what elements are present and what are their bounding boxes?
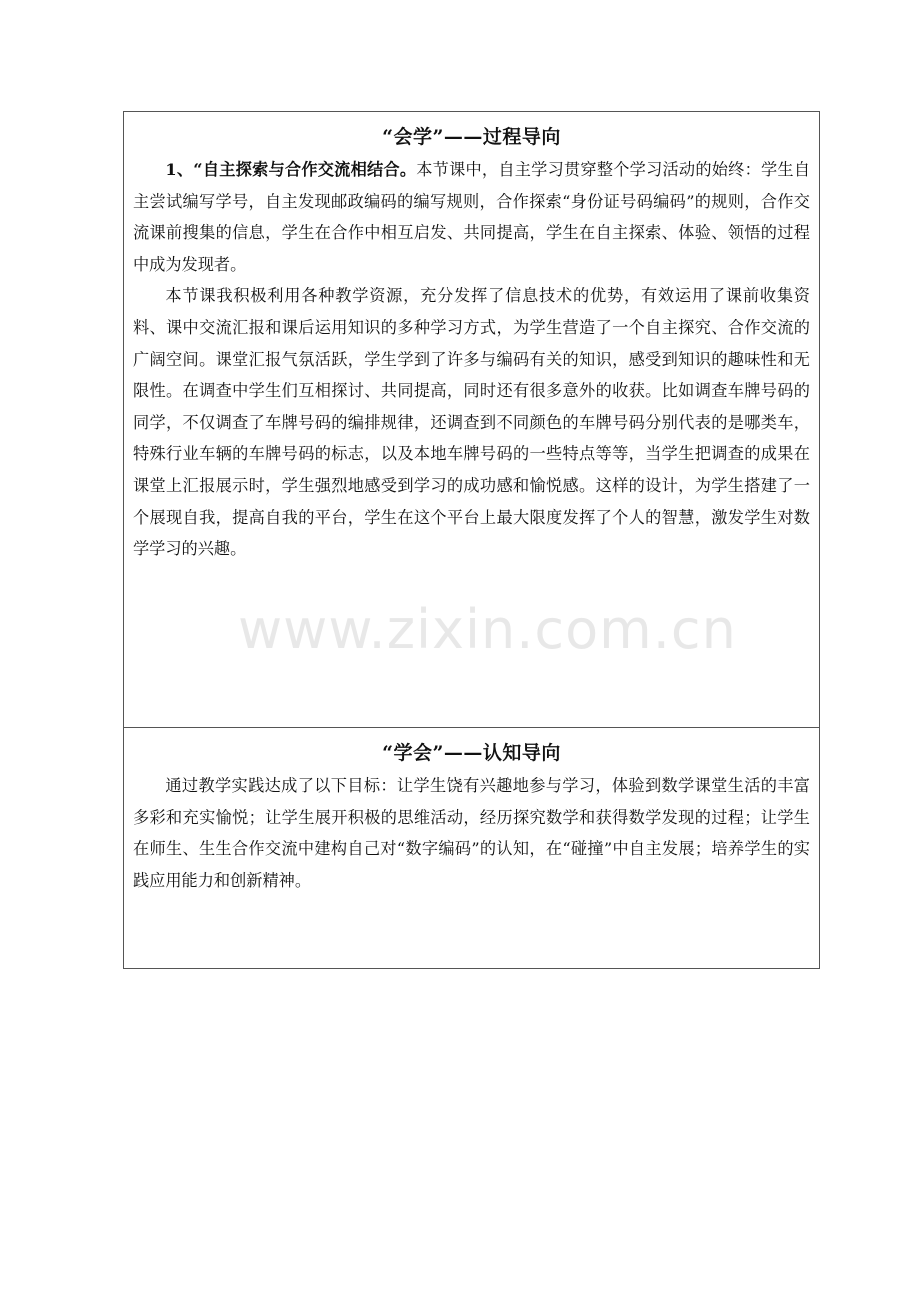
section-cognition-oriented — [124, 728, 819, 968]
paragraph-text: 通过教学实践达成了以下目标：让学生饶有兴趣地参与学习，体验到数学课堂生活的丰富多彩和充实愉悦；让学生展开积极的思维活动，经历探究数学和获得数学发现的过程；让学生在师生、生生合作交流中建构自己对“数字编码”的认知，在“碰撞”中自主发展；培养学生的实践应用能力和创新精神。 — [133, 776, 810, 890]
section-title: “学会”——认知导向 — [382, 742, 561, 764]
reflection-table — [123, 111, 820, 969]
paragraph-lead: 1、“自主探索与合作交流相结合。 — [165, 160, 417, 179]
section-title: “会学”——过程导向 — [382, 126, 561, 148]
paragraph-text: 本节课我积极利用各种教学资源，充分发挥了信息技术的优势，有效运用了课前收集资料、课中交流汇报和课后运用知识的多种学习方式，为学生营造了一个自主探究、合作交流的广阔空间。课堂汇报气氛活跃，学生学到了许多与编码有关的知识，感受到知识的趣味性和无限性。在调查中学生们互相探讨、共同提高，同时还有很多意外的收获。比如调查车牌号码的同学，不仅调查了车牌号码的编排规律，还调查到不同颜色的车牌号码分别代表的是哪类车，特殊行业车辆的车牌号码的标志，以及本地车牌号码的一些特点等等，当学生把调查的成果在课堂上汇报展示时，学生强烈地感受到学习的成功感和愉悦感。这样的设计，为学生搭建了一个展现自我，提高自我的平台，学生在这个平台上最大限度发挥了个人的智慧，激发学生对数学学习的兴趣。 — [133, 286, 810, 559]
paragraph — [133, 280, 810, 564]
paragraph-text: 本节课中，自主学习贯穿整个学习活动的始终：学生自主尝试编写学号，自主发现邮政编码的编写规则，合作探索“身份证号码编码”的规则，合作交流课前搜集的信息，学生在合作中相互启发、共同提高，学生在自主探索、体验、领悟的过程中成为发现者。 — [133, 160, 811, 274]
paragraph — [133, 770, 810, 896]
watermark: www.zixin.com.cn — [238, 598, 737, 661]
paragraph — [133, 154, 810, 280]
section-process-oriented — [124, 112, 819, 728]
